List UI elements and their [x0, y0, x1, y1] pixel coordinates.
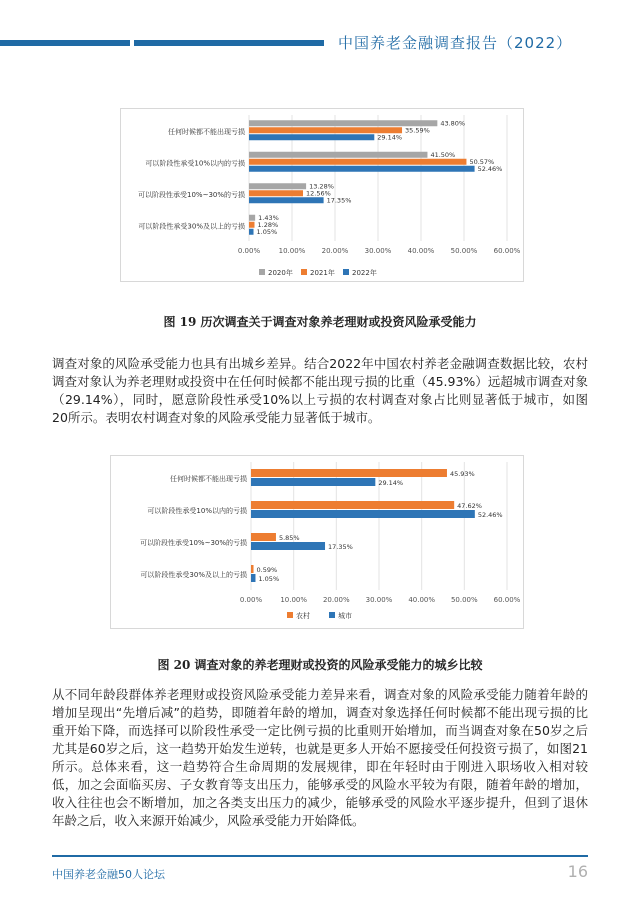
- bar: [249, 183, 306, 189]
- footer-forum-name: 中国养老金融50人论坛: [52, 868, 165, 881]
- bar-value-label: 17.35%: [328, 543, 353, 551]
- x-tick-label: 10.00%: [280, 596, 308, 604]
- x-tick-label: 20.00%: [322, 596, 350, 604]
- legend-label: 城市: [338, 612, 352, 620]
- bar: [251, 565, 254, 573]
- category-label: 可以阶段性承受10%~30%的亏损: [138, 190, 245, 199]
- bar-value-label: 1.05%: [256, 227, 278, 236]
- x-tick-label: 40.00%: [408, 596, 436, 604]
- legend-swatch: [259, 269, 265, 275]
- bar-value-label: 41.50%: [430, 150, 456, 159]
- bar-value-label: 52.46%: [477, 511, 503, 519]
- legend-swatch: [343, 269, 349, 275]
- bar-value-label: 29.14%: [377, 133, 403, 142]
- bar: [249, 215, 255, 221]
- paragraph-1: [52, 355, 588, 427]
- legend-label: 农村: [296, 612, 310, 620]
- category-label: 任何时候都不能出现亏损: [168, 127, 245, 136]
- bar: [251, 533, 276, 541]
- x-tick-label: 10.00%: [278, 247, 306, 255]
- figure-19-chart: [120, 108, 524, 282]
- bar-value-label: 29.14%: [378, 479, 404, 487]
- x-tick-label: 30.00%: [365, 596, 393, 604]
- bar: [251, 542, 325, 550]
- x-tick-label: 0.00%: [237, 247, 261, 255]
- header-bar-left: [0, 40, 130, 46]
- bar: [249, 229, 254, 235]
- legend-swatch: [301, 269, 307, 275]
- category-label: 任何时候都不能出现亏损: [170, 475, 247, 483]
- figure-19-caption: 图 19 历次调查关于调查对象养老理财或投资风险承受能力: [163, 315, 477, 329]
- report-title: 中国养老金融调查报告（2022）: [338, 34, 573, 52]
- category-label: 可以阶段性承受30%及以上的亏损: [138, 222, 245, 231]
- category-label: 可以阶段性承受30%及以上的亏损: [140, 571, 247, 579]
- bar-value-label: 13.28%: [309, 182, 334, 191]
- header-bar-right: [134, 40, 324, 46]
- legend-swatch: [329, 612, 335, 618]
- bar-value-label: 1.43%: [258, 213, 279, 222]
- paragraph-1-text: 调查对象的风险承受能力也具有出城乡差异。结合2022年中国农村养老金融调查数据比较，农村调查对象认为养老理财或投资中在任何时候都不能出现亏损的比重（45.93%）远超城市调查对象（29.14%），同时，愿意阶段性承受10%以上亏损的农村调查对象占比则显著低于城市，如图 20所示。表明农村调查对象的风险承受能力显著低于城市。: [52, 356, 588, 425]
- bar-value-label: 17.35%: [326, 196, 352, 205]
- bar-value-label: 1.28%: [257, 220, 279, 229]
- bar: [251, 478, 375, 486]
- bar-value-label: 35.59%: [405, 126, 430, 135]
- bar: [249, 152, 427, 158]
- bar-value-label: 43.80%: [440, 119, 466, 128]
- bar-value-label: 52.46%: [477, 164, 503, 173]
- footer-rule: [52, 855, 588, 857]
- bar-value-label: 12.56%: [306, 189, 331, 198]
- bar: [251, 574, 255, 582]
- bar: [251, 510, 475, 518]
- bar: [249, 190, 303, 196]
- x-tick-label: 0.00%: [239, 596, 263, 604]
- bar-value-label: 50.57%: [469, 157, 495, 166]
- bar: [251, 469, 447, 477]
- bar: [249, 159, 466, 165]
- legend-label: 2021年: [310, 269, 335, 277]
- bar-value-label: 45.93%: [449, 470, 475, 478]
- bar: [249, 134, 374, 140]
- bar: [251, 501, 454, 509]
- paragraph-2-text: 从不同年龄段群体养老理财或投资风险承受能力差异来看，调查对象的风险承受能力随着年龄的增加呈现出“先增后减”的趋势，即随着年龄的增加，调查对象选择任何时候都不能出现亏损的比重开始下降，而选择可以阶段性承受一定比例亏损的比重则开始增加，而当调查对象在50岁之后尤其是60岁之后，这一趋势开始发生逆转，也就是更多人开始不愿接受任何投资亏损了，如图21所示。总体来看，这一趋势符合生命周期的发展规律，即在年轻时由于刚进入职场收入相对较低，加之会面临买房、子女教育等支出压力，能够承受的风险水平较为有限，随着年龄的增加，收入往往也会不断增加，加之各类支出压力的减少，能够承受的风险水平逐步提升，但到了退休年龄之后，收入来源开始减少，风险承受能力开始降低。: [52, 687, 588, 828]
- x-tick-label: 20.00%: [321, 247, 349, 255]
- figure-20-chart: [110, 455, 524, 629]
- x-tick-label: 50.00%: [450, 247, 478, 255]
- x-tick-label: 60.00%: [493, 247, 521, 255]
- x-tick-label: 40.00%: [407, 247, 435, 255]
- bar-value-label: 0.59%: [256, 566, 278, 574]
- bar: [249, 166, 475, 172]
- bar: [249, 197, 324, 203]
- legend-label: 2022年: [352, 269, 377, 277]
- category-label: 可以阶段性承受10%以内的亏损: [147, 507, 247, 515]
- category-label: 可以阶段性承受10%~30%的亏损: [140, 539, 247, 547]
- page-number: 16: [567, 862, 588, 881]
- bar: [249, 222, 255, 228]
- paragraph-2: [52, 686, 588, 830]
- x-tick-label: 30.00%: [364, 247, 392, 255]
- x-tick-label: 50.00%: [450, 596, 478, 604]
- bar-value-label: 1.05%: [258, 575, 280, 583]
- bar-value-label: 5.85%: [278, 534, 300, 542]
- bar-value-label: 47.62%: [457, 502, 482, 510]
- figure-20-caption: 图 20 调查对象的养老理财或投资的风险承受能力的城乡比较: [157, 658, 483, 672]
- x-tick-label: 60.00%: [493, 596, 521, 604]
- category-label: 可以阶段性承受10%以内的亏损: [145, 159, 245, 168]
- legend-label: 2020年: [268, 269, 293, 277]
- legend-swatch: [287, 612, 293, 618]
